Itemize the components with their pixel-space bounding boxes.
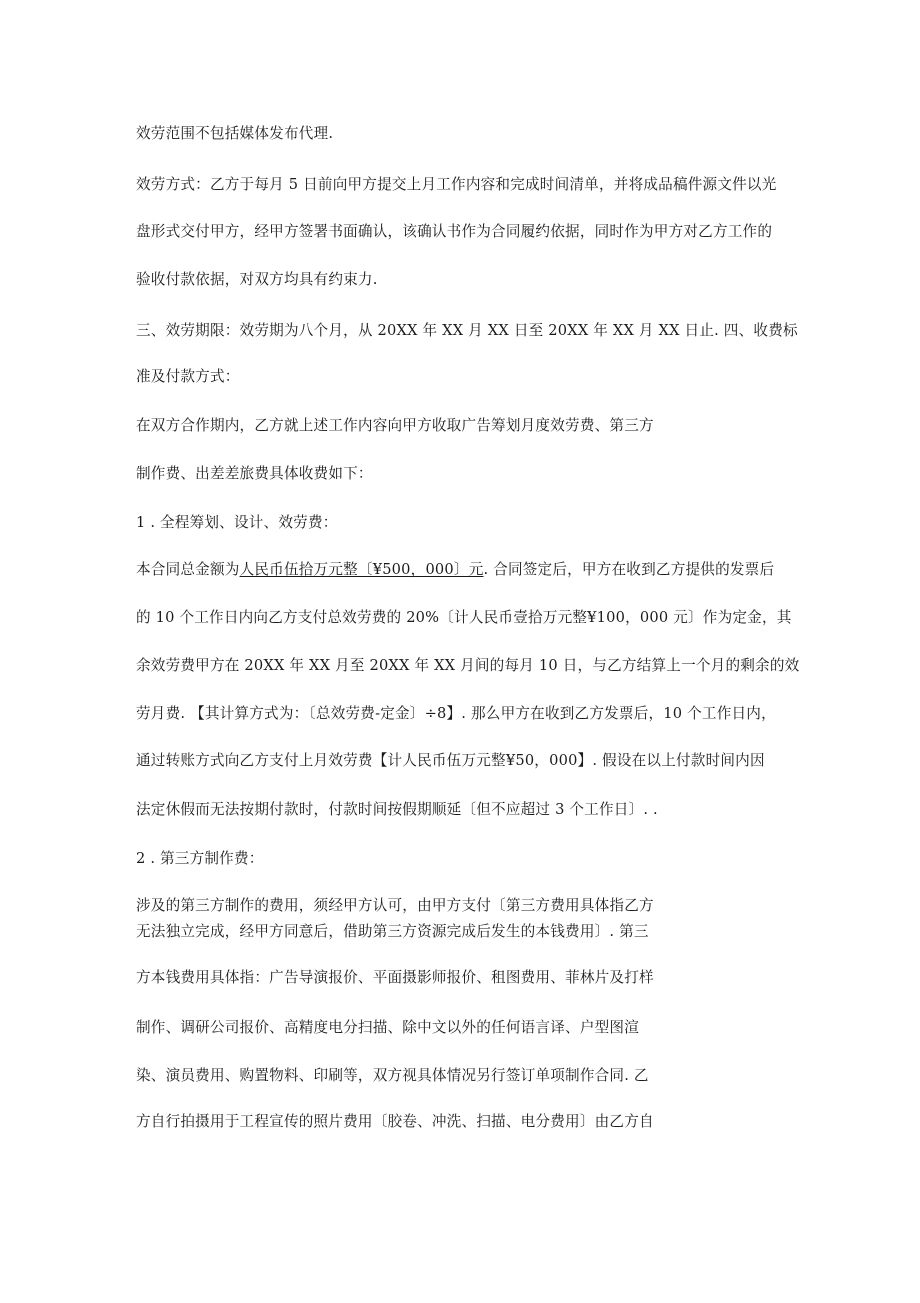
- list-item-heading: 2 . 第三方制作费：: [136, 850, 264, 867]
- text-line: 制作费、出差差旅费具体收费如下：: [136, 465, 373, 482]
- list-item-heading: 1 . 全程筹划、设计、效劳费：: [136, 514, 338, 531]
- text-line: 验收付款依据，对双方均具有约束力.: [136, 271, 378, 288]
- text-line: 方本钱费用具体指：广告导演报价、平面摄影师报价、租图费用、菲林片及打样: [136, 969, 654, 986]
- text-segment: . 合同签定后，甲方在收到乙方提供的发票后: [483, 561, 775, 578]
- underlined-amount: 人民币伍拾万元整〔¥500，000〕元: [239, 561, 484, 578]
- text-line: 准及付款方式：: [136, 368, 240, 385]
- text-line: 的 10 个工作日内向乙方支付总效劳费的 20%〔计人民币壹拾万元整¥100，000 元〕作为定金，其: [136, 609, 792, 626]
- text-line: 在双方合作期内，乙方就上述工作内容向甲方收取广告筹划月度效劳费、第三方: [136, 417, 654, 434]
- text-line: 染、演员费用、购置物料、印刷等，双方视具体情况另行签订单项制作合同. 乙: [136, 1067, 649, 1084]
- text-line: 效劳范围不包括媒体发布代理.: [136, 125, 334, 142]
- text-line: 三、效劳期限：效劳期为八个月，从 20XX 年 XX 月 XX 日至 20XX 年 XX 月 XX 日止. 四、收费标: [136, 322, 798, 339]
- text-line: 余效劳费甲方在 20XX 年 XX 月至 20XX 年 XX 月间的每月 10 日，与乙方结算上一个月的剩余的效: [136, 657, 800, 674]
- text-line: 盘形式交付甲方，经甲方签署书面确认，该确认书作为合同履约依据，同时作为甲方对乙方工作的: [136, 223, 773, 240]
- text-line: 涉及的第三方制作的费用，须经甲方认可，由甲方支付〔第三方费用具体指乙方: [136, 897, 654, 914]
- text-line: 劳月费. 【其计算方式为：〔总效劳费-定金〕÷8】. 那么甲方在收到乙方发票后，10 个工作日内，: [136, 705, 776, 722]
- text-line: 制作、调研公司报价、高精度电分扫描、除中文以外的任何语言译、户型图渲: [136, 1019, 639, 1036]
- text-line: 通过转账方式向乙方支付上月效劳费【计人民币伍万元整¥50，000】. 假设在以上付款时间内因: [136, 752, 765, 769]
- text-line: 效劳方式：乙方于每月 5 日前向甲方提交上月工作内容和完成时间清单，并将成品稿件源文件以光: [136, 176, 777, 193]
- text-line: [136, 560, 774, 580]
- text-line: 方自行拍摄用于工程宣传的照片费用〔胶卷、冲洗、扫描、电分费用〕由乙方自: [136, 1113, 654, 1130]
- text-segment: 本合同总金额为: [136, 561, 240, 578]
- text-line: 无法独立完成，经甲方同意后，借助第三方资源完成后发生的本钱费用〕. 第三: [136, 923, 649, 940]
- text-line: 法定休假而无法按期付款时，付款时间按假期顺延〔但不应超过 3 个工作日〕. .: [136, 801, 658, 818]
